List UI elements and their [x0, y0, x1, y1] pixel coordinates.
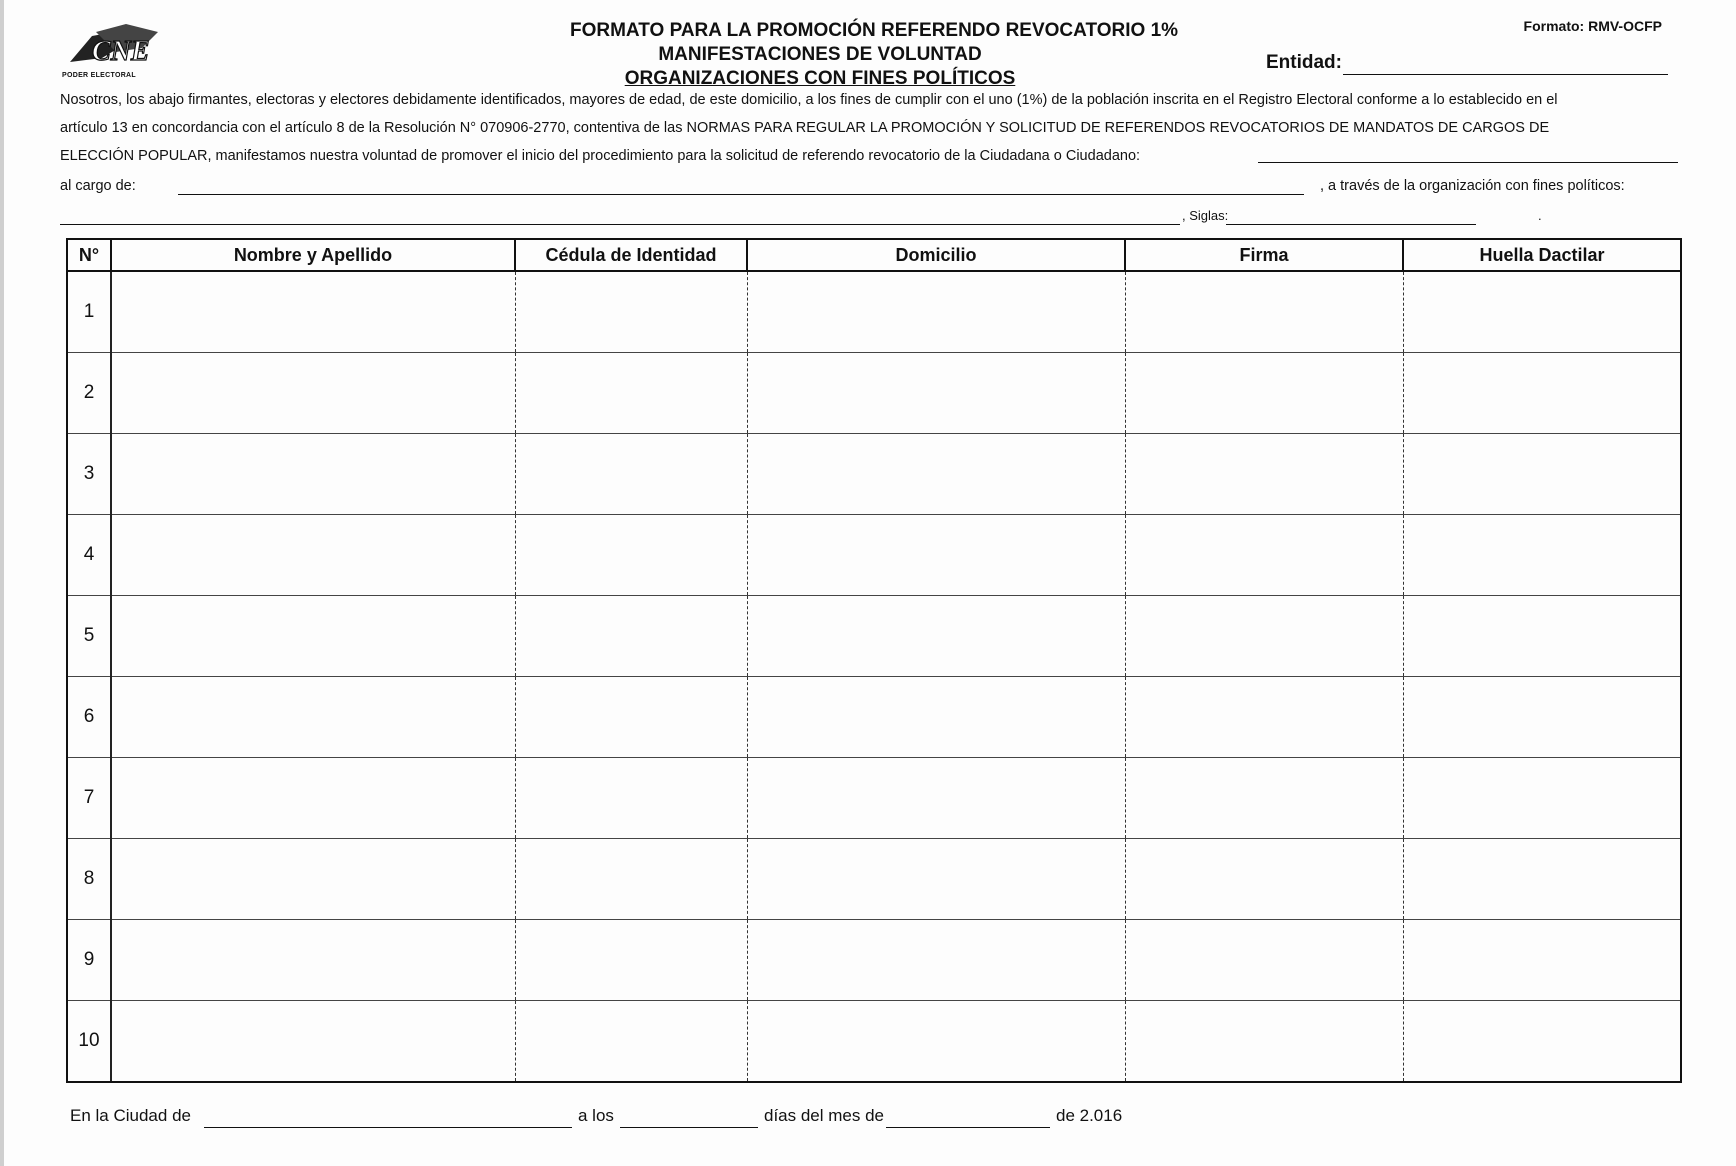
fingerprint-cell[interactable] — [1403, 515, 1681, 596]
declaration-line-3: ELECCIÓN POPULAR, manifestamos nuestra voluntad de promover el inicio del procedimiento para la solicitud de referendo revocatorio de la Ciudadana o Ciudadano: — [60, 148, 1141, 164]
fingerprint-cell[interactable] — [1403, 1001, 1681, 1083]
ciudadano-field[interactable] — [1258, 162, 1678, 163]
ciudad-field[interactable] — [204, 1127, 572, 1128]
form-category: ORGANIZACIONES CON FINES POLÍTICOS — [624, 68, 1016, 89]
entidad-field[interactable] — [1343, 74, 1668, 75]
col-header-signature: Firma — [1125, 239, 1403, 271]
name-cell[interactable] — [111, 596, 515, 677]
dias-label: días del mes de — [764, 1106, 885, 1125]
signature-cell[interactable] — [1125, 758, 1403, 839]
address-cell[interactable] — [747, 434, 1125, 515]
name-cell[interactable] — [111, 839, 515, 920]
name-cell[interactable] — [111, 1001, 515, 1083]
row-number: 8 — [67, 839, 111, 920]
signature-cell[interactable] — [1125, 677, 1403, 758]
siglas-end: . — [1538, 208, 1542, 223]
signature-cell[interactable] — [1125, 434, 1403, 515]
form-subtitle: MANIFESTACIONES DE VOLUNTAD — [658, 44, 982, 65]
organizacion-label: , a través de la organización con fines políticos: — [1320, 178, 1625, 194]
page-edge — [0, 0, 4, 1166]
fingerprint-cell[interactable] — [1403, 920, 1681, 1001]
table-row — [67, 1001, 1681, 1083]
signature-table — [66, 238, 1682, 1083]
signature-cell[interactable] — [1125, 596, 1403, 677]
a-los-label: a los — [578, 1106, 614, 1125]
row-number: 10 — [67, 1001, 111, 1083]
col-header-fingerprint: Huella Dactilar — [1403, 239, 1681, 271]
fingerprint-cell[interactable] — [1403, 271, 1681, 353]
id-cell[interactable] — [515, 353, 747, 434]
siglas-field[interactable] — [1226, 224, 1476, 225]
id-cell[interactable] — [515, 596, 747, 677]
col-header-id: Cédula de Identidad — [515, 239, 747, 271]
row-number: 3 — [67, 434, 111, 515]
id-cell[interactable] — [515, 271, 747, 353]
logo-subtext: PODER ELECTORAL — [62, 72, 136, 79]
name-cell[interactable] — [111, 271, 515, 353]
table-row — [67, 353, 1681, 434]
table-row — [67, 271, 1681, 353]
signature-table-container — [66, 238, 1680, 1100]
signature-cell[interactable] — [1125, 920, 1403, 1001]
col-header-address: Domicilio — [747, 239, 1125, 271]
signature-cell[interactable] — [1125, 271, 1403, 353]
col-header-number: N° — [67, 239, 111, 271]
table-row — [67, 515, 1681, 596]
organizacion-field[interactable] — [60, 224, 1180, 225]
form-title: FORMATO PARA LA PROMOCIÓN REFERENDO REVOCATORIO 1% — [570, 20, 1179, 41]
name-cell[interactable] — [111, 353, 515, 434]
row-number: 4 — [67, 515, 111, 596]
id-cell[interactable] — [515, 434, 747, 515]
table-row — [67, 839, 1681, 920]
ciudad-label: En la Ciudad de — [70, 1106, 191, 1125]
col-header-name: Nombre y Apellido — [111, 239, 515, 271]
declaration-line-2: artículo 13 en concordancia con el artículo 8 de la Resolución N° 070906-2770, contentiva de las NORMAS PARA REGULAR LA PROMOCIÓN Y SOLICITUD DE REFERENDOS REVOCATORIOS DE MANDATOS DE CARGOS DE — [60, 120, 1550, 136]
fingerprint-cell[interactable] — [1403, 434, 1681, 515]
address-cell[interactable] — [747, 677, 1125, 758]
fingerprint-cell[interactable] — [1403, 758, 1681, 839]
fingerprint-cell[interactable] — [1403, 353, 1681, 434]
signature-cell[interactable] — [1125, 839, 1403, 920]
cargo-label: al cargo de: — [60, 178, 136, 194]
row-number: 5 — [67, 596, 111, 677]
id-cell[interactable] — [515, 515, 747, 596]
fingerprint-cell[interactable] — [1403, 677, 1681, 758]
signature-cell[interactable] — [1125, 515, 1403, 596]
signature-cell[interactable] — [1125, 1001, 1403, 1083]
name-cell[interactable] — [111, 920, 515, 1001]
address-cell[interactable] — [747, 920, 1125, 1001]
siglas-label: , Siglas: — [1182, 208, 1229, 223]
table-row — [67, 920, 1681, 1001]
declaration-line-1: Nosotros, los abajo firmantes, electoras y electores debidamente identificados, mayores de edad, de este domicilio, a los fines de cumplir con el uno (1%) de la población inscrita en el Registro Electoral conforme a lo establecido en el — [60, 92, 1558, 108]
year-label: de 2.016 — [1056, 1106, 1123, 1125]
row-number: 1 — [67, 271, 111, 353]
table-row — [67, 677, 1681, 758]
id-cell[interactable] — [515, 758, 747, 839]
table-row — [67, 434, 1681, 515]
fingerprint-cell[interactable] — [1403, 596, 1681, 677]
row-number: 2 — [67, 353, 111, 434]
address-cell[interactable] — [747, 515, 1125, 596]
name-cell[interactable] — [111, 677, 515, 758]
id-cell[interactable] — [515, 677, 747, 758]
address-cell[interactable] — [747, 758, 1125, 839]
entidad-label: Entidad: — [1266, 52, 1342, 73]
id-cell[interactable] — [515, 920, 747, 1001]
row-number: 6 — [67, 677, 111, 758]
signature-cell[interactable] — [1125, 353, 1403, 434]
table-row — [67, 758, 1681, 839]
svg-text:CNE: CNE — [92, 36, 150, 67]
dias-field[interactable] — [620, 1127, 758, 1128]
row-number: 9 — [67, 920, 111, 1001]
table-row — [67, 596, 1681, 677]
name-cell[interactable] — [111, 515, 515, 596]
address-cell[interactable] — [747, 1001, 1125, 1083]
name-cell[interactable] — [111, 434, 515, 515]
table-header-row — [67, 239, 1681, 271]
mes-field[interactable] — [886, 1127, 1050, 1128]
form-code: Formato: RMV-OCFP — [1523, 18, 1662, 34]
address-cell[interactable] — [747, 353, 1125, 434]
fingerprint-cell[interactable] — [1403, 839, 1681, 920]
address-cell[interactable] — [747, 271, 1125, 353]
id-cell[interactable] — [515, 1001, 747, 1083]
address-cell[interactable] — [747, 839, 1125, 920]
cargo-field[interactable] — [178, 194, 1304, 195]
address-cell[interactable] — [747, 596, 1125, 677]
row-number: 7 — [67, 758, 111, 839]
name-cell[interactable] — [111, 758, 515, 839]
id-cell[interactable] — [515, 839, 747, 920]
